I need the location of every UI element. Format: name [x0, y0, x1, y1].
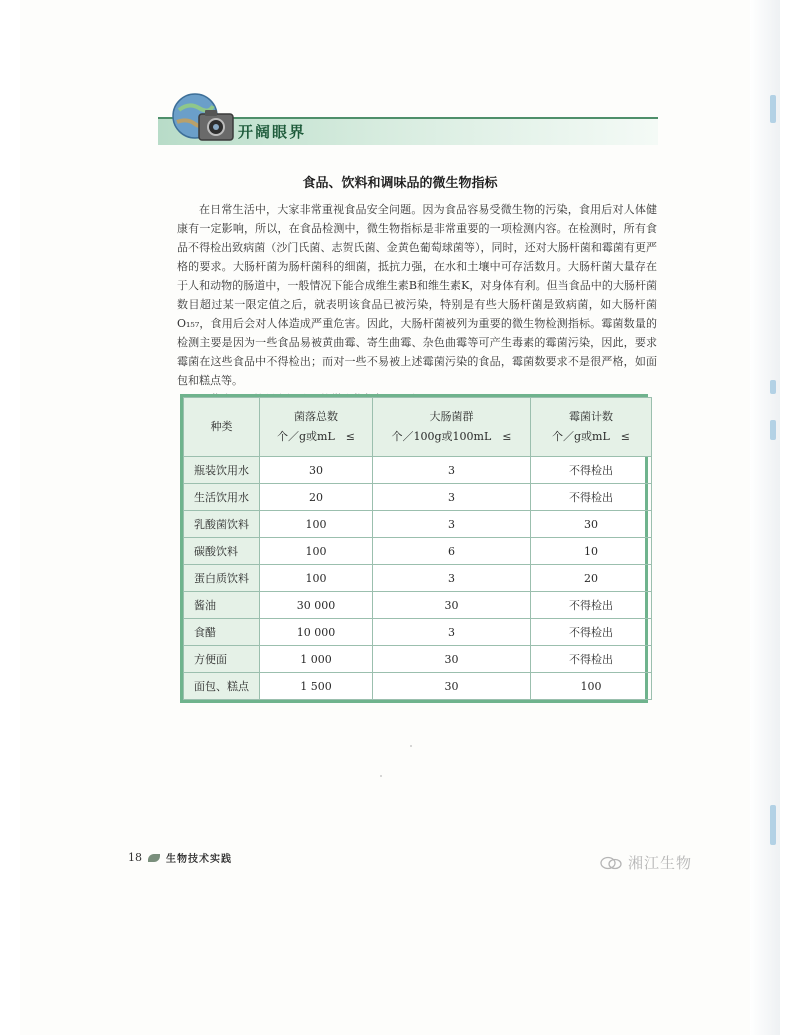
cell-kind: 方便面 — [184, 646, 260, 673]
table-row — [184, 538, 652, 565]
wechat-icon — [600, 856, 622, 870]
header-total-count: 菌落总数 个／g或mL ≤ — [260, 398, 373, 457]
table-header-row — [184, 398, 652, 457]
article-body — [177, 200, 657, 409]
cell-kind: 生活饮用水 — [184, 484, 260, 511]
cell-mold-count: 100 — [531, 673, 652, 700]
cell-mold-count: 不得检出 — [531, 646, 652, 673]
table-row — [184, 646, 652, 673]
cell-mold-count: 20 — [531, 565, 652, 592]
cell-coliform: 30 — [373, 592, 531, 619]
header-kind: 种类 — [184, 398, 260, 457]
header-coliform: 大肠菌群 个／100g或100mL ≤ — [373, 398, 531, 457]
edge-marker — [770, 95, 776, 123]
cell-total-count: 30 000 — [260, 592, 373, 619]
body-paragraph: 在日常生活中，大家非常重视食品安全问题。因为食品容易受微生物的污染，食用后对人体健康有一定影响，所以，在食品检测中，微生物指标是非常重要的一项检测内容。在检测时，所有食品不得检出致病菌（沙门氏菌、志贺氏菌、金黄色葡萄球菌等），同时，还对大肠杆菌和霉菌有更严格的要求。大肠杆菌为肠杆菌科的细菌，抵抗力强，在水和土壤中可存活数月。大肠杆菌大量存在于人和动物的肠道中，一般情况下能合成维生素B和维生素K，对身体有利。但当食品中的大肠杆菌数目超过某一限定值之后，就表明该食品已被污染，特别是有些大肠杆菌是致病菌，如大肠杆菌O₁₅₇，食用后会对人体造成严重危害。因此，大肠杆菌被列为重要的微生物检测指标。霉菌数量的检测主要是因为一些食品易被黄曲霉、寄生曲霉、杂色曲霉等可产生毒素的霉菌污染，因此，要求霉菌在这些食品中不得检出；而对一些不易被上述霉菌污染的食品，霉菌数要求不是很严格，如面包和糕点等。 — [177, 203, 657, 387]
scan-speck — [380, 775, 382, 777]
page-footer — [128, 850, 232, 865]
cell-total-count: 1 000 — [260, 646, 373, 673]
cell-kind: 蛋白质饮料 — [184, 565, 260, 592]
cell-kind: 瓶装饮用水 — [184, 457, 260, 484]
cell-kind: 面包、糕点 — [184, 673, 260, 700]
cell-total-count: 100 — [260, 538, 373, 565]
cell-coliform: 3 — [373, 457, 531, 484]
cell-coliform: 3 — [373, 484, 531, 511]
page-number: 18 — [128, 851, 142, 864]
page-edge — [750, 0, 780, 1035]
scan-speck — [410, 745, 412, 747]
header-mold-count: 霉菌计数 个／g或mL ≤ — [531, 398, 652, 457]
cell-total-count: 20 — [260, 484, 373, 511]
table-row — [184, 511, 652, 538]
microbial-indicator-table — [180, 394, 648, 703]
cell-kind: 碳酸饮料 — [184, 538, 260, 565]
cell-coliform: 30 — [373, 646, 531, 673]
edge-marker — [770, 420, 776, 440]
watermark-text: 湘江生物 — [628, 854, 693, 872]
cell-mold-count: 不得检出 — [531, 457, 652, 484]
cell-mold-count: 不得检出 — [531, 619, 652, 646]
cell-total-count: 100 — [260, 511, 373, 538]
cell-coliform: 6 — [373, 538, 531, 565]
edge-marker — [770, 805, 776, 845]
leaf-icon — [148, 854, 160, 862]
edge-marker — [770, 380, 776, 394]
camera-globe-icon — [165, 90, 237, 144]
cell-total-count: 1 500 — [260, 673, 373, 700]
book-title: 生物技术实践 — [166, 854, 232, 865]
cell-total-count: 10 000 — [260, 619, 373, 646]
cell-kind: 酱油 — [184, 592, 260, 619]
cell-kind: 食醋 — [184, 619, 260, 646]
section-banner-label: 开阔眼界 — [238, 123, 307, 141]
cell-coliform: 3 — [373, 565, 531, 592]
cell-mold-count: 30 — [531, 511, 652, 538]
table-row — [184, 592, 652, 619]
table-row — [184, 457, 652, 484]
cell-mold-count: 不得检出 — [531, 484, 652, 511]
wechat-watermark — [600, 852, 692, 873]
table-row — [184, 565, 652, 592]
article-title: 食品、饮料和调味品的微生物指标 — [302, 176, 498, 191]
cell-kind: 乳酸菌饮料 — [184, 511, 260, 538]
cell-coliform: 3 — [373, 511, 531, 538]
cell-mold-count: 不得检出 — [531, 592, 652, 619]
cell-coliform: 30 — [373, 673, 531, 700]
indicator-table — [183, 397, 652, 700]
table-row — [184, 673, 652, 700]
cell-mold-count: 10 — [531, 538, 652, 565]
cell-coliform: 3 — [373, 619, 531, 646]
table-row — [184, 484, 652, 511]
cell-total-count: 30 — [260, 457, 373, 484]
table-row — [184, 619, 652, 646]
cell-total-count: 100 — [260, 565, 373, 592]
textbook-page — [20, 0, 780, 1035]
